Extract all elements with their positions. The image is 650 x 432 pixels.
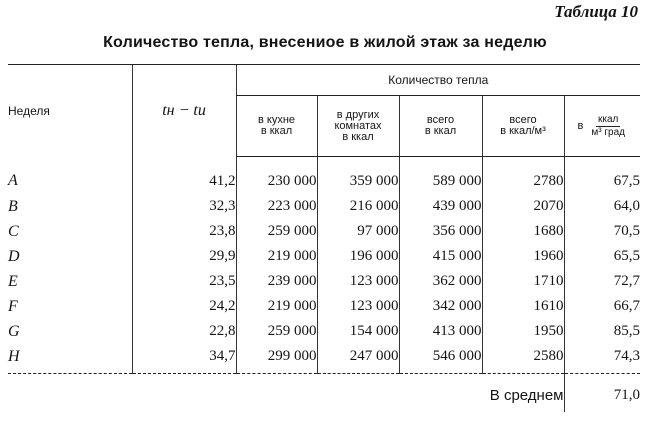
- kitchen-heat-cell: 219 000: [236, 244, 317, 269]
- week-cell: C: [8, 222, 19, 240]
- other-rooms-heat-cell: 123 000: [317, 269, 399, 294]
- header-heat-group: Количество тепла: [236, 65, 640, 96]
- header-week: Неделя: [8, 65, 132, 157]
- header-specific-heat: в $\frac{\text{ккал}}{\text{м³ град}}$: [564, 96, 640, 157]
- delta-t-cell: 24,2: [132, 294, 236, 319]
- total-heat-cell: 415 000: [399, 244, 482, 269]
- table-caption: Количество тепла, внесениое в жилой этаж за неделю: [103, 34, 547, 51]
- header-kitchen: в кухне в ккал: [236, 96, 317, 157]
- delta-t-cell: 29,9: [132, 244, 236, 269]
- kitchen-heat-cell: 299 000: [236, 344, 317, 374]
- total-heat-cell: 589 000: [399, 157, 482, 195]
- header-total: всего в ккал: [399, 96, 482, 157]
- table-number-label: Таблица 10: [554, 2, 638, 21]
- week-cell: E: [8, 272, 18, 290]
- heat-table: [8, 64, 640, 412]
- kitchen-heat-cell: 219 000: [236, 294, 317, 319]
- week-cell: B: [8, 197, 18, 215]
- delta-t-cell: 34,7: [132, 344, 236, 374]
- table-row: [8, 294, 640, 319]
- other-rooms-heat-cell: 123 000: [317, 294, 399, 319]
- week-cell: D: [8, 247, 20, 265]
- table-row: [8, 219, 640, 244]
- specific-heat-cell: 65,5: [564, 244, 640, 269]
- total-heat-cell: 439 000: [399, 194, 482, 219]
- specific-heat-cell: 85,5: [564, 319, 640, 344]
- specific-heat-cell: 67,5: [564, 157, 640, 195]
- kitchen-heat-cell: 223 000: [236, 194, 317, 219]
- other-rooms-heat-cell: 216 000: [317, 194, 399, 219]
- specific-heat-cell: 72,7: [564, 269, 640, 294]
- heat-per-m3-cell: 2580: [482, 344, 564, 374]
- week-cell: H: [8, 344, 132, 374]
- other-rooms-heat-cell: 196 000: [317, 244, 399, 269]
- delta-t-cell: 32,3: [132, 194, 236, 219]
- total-heat-cell: 362 000: [399, 269, 482, 294]
- total-heat-cell: 342 000: [399, 294, 482, 319]
- table-row: [8, 157, 640, 195]
- specific-heat-cell: 74,3: [564, 344, 640, 374]
- table-row: [8, 244, 640, 269]
- table-row: [8, 344, 640, 374]
- header-delta-t: tн − tи: [132, 65, 236, 157]
- kitchen-heat-cell: 230 000: [236, 157, 317, 195]
- table-row: [8, 319, 640, 344]
- other-rooms-heat-cell: 154 000: [317, 319, 399, 344]
- heat-per-m3-cell: 1950: [482, 319, 564, 344]
- total-heat-cell: 413 000: [399, 319, 482, 344]
- other-rooms-heat-cell: 247 000: [317, 344, 399, 374]
- header-total-per-m3: всего в ккал/м³: [482, 96, 564, 157]
- delta-t-cell: 22,8: [132, 319, 236, 344]
- heat-per-m3-cell: 2070: [482, 194, 564, 219]
- average-label: В среднем: [489, 386, 564, 404]
- other-rooms-heat-cell: 359 000: [317, 157, 399, 195]
- week-cell: A: [8, 172, 18, 190]
- delta-t-cell: 23,5: [132, 269, 236, 294]
- specific-heat-cell: 66,7: [564, 294, 640, 319]
- kitchen-heat-cell: 239 000: [236, 269, 317, 294]
- table-row: [8, 269, 640, 294]
- header-other-rooms: в других комнатах в ккал: [317, 96, 399, 157]
- heat-per-m3-cell: 1610: [482, 294, 564, 319]
- heat-per-m3-cell: 2780: [482, 157, 564, 195]
- heat-per-m3-cell: 1710: [482, 269, 564, 294]
- delta-t-cell: 23,8: [132, 219, 236, 244]
- specific-heat-cell: 64,0: [564, 194, 640, 219]
- heat-per-m3-cell: 1960: [482, 244, 564, 269]
- total-heat-cell: 546 000: [399, 344, 482, 374]
- kitchen-heat-cell: 259 000: [236, 219, 317, 244]
- total-heat-cell: 356 000: [399, 219, 482, 244]
- average-value: 71,0: [564, 374, 640, 413]
- heat-per-m3-cell: 1680: [482, 219, 564, 244]
- week-cell: G: [8, 322, 20, 340]
- delta-t-cell: 41,2: [132, 157, 236, 195]
- week-cell: F: [8, 297, 18, 315]
- other-rooms-heat-cell: 97 000: [317, 219, 399, 244]
- kitchen-heat-cell: 259 000: [236, 319, 317, 344]
- table-row: [8, 194, 640, 219]
- specific-heat-cell: 70,5: [564, 219, 640, 244]
